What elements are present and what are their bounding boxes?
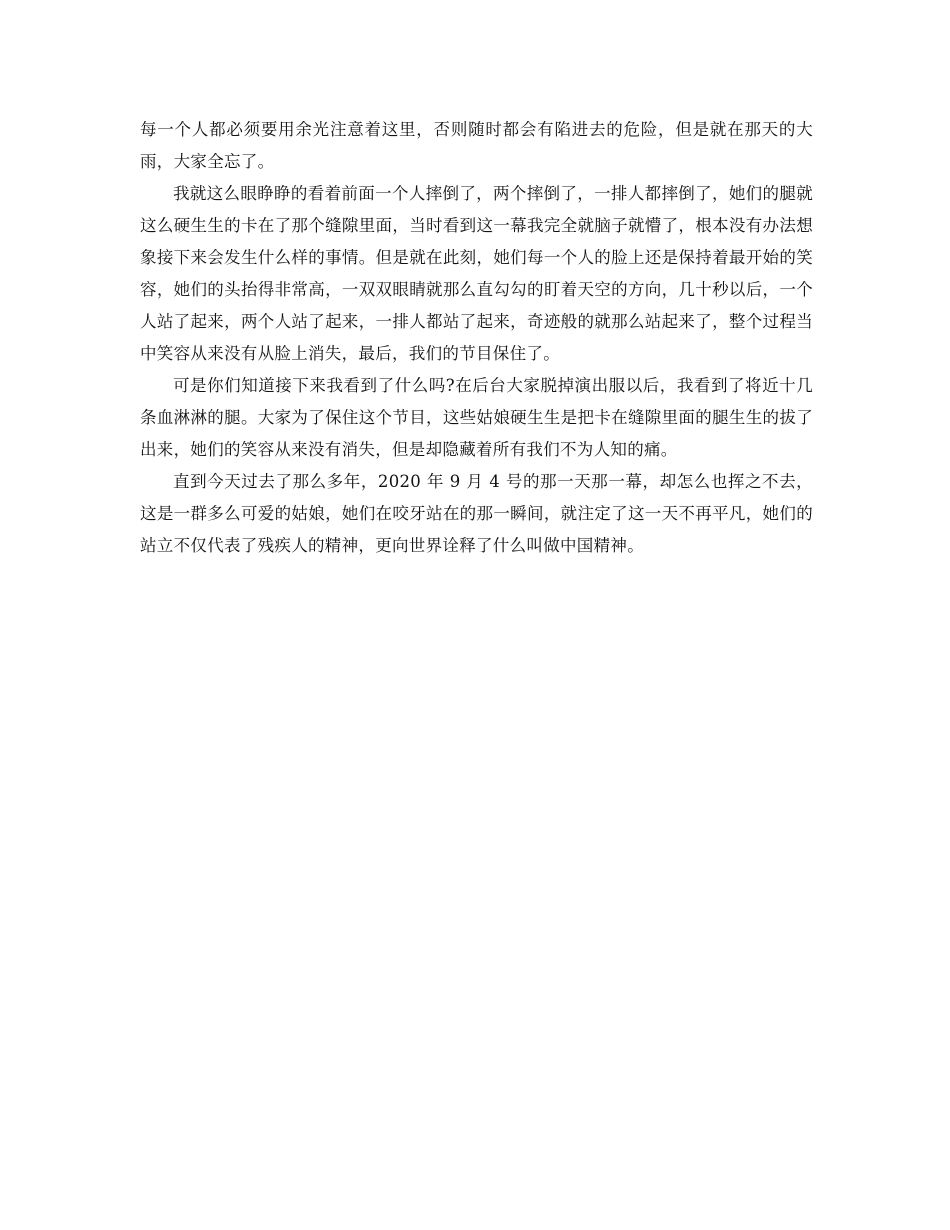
paragraph: 可是你们知道接下来我看到了什么吗?在后台大家脱掉演出服以后，我看到了将近十几条血淋淋的腿。大家为了保住这个节目，这些姑娘硬生生是把卡在缝隙里面的腿生生的拔了出来，她们的笑容从来没有消失，但是却隐藏着所有我们不为人知的痛。 bbox=[140, 376, 813, 459]
paragraph: 我就这么眼睁睁的看着前面一个人摔倒了，两个摔倒了，一排人都摔倒了，她们的腿就这么硬生生的卡在了那个缝隙里面，当时看到这一幕我完全就脑子就懵了，根本没有办法想象接下来会发生什么样的事情。但是就在此刻，她们每一个人的脸上还是保持着最开始的笑容，她们的头抬得非常高，一双双眼睛就那么直勾勾的盯着天空的方向，几十秒以后，一个人站了起来，两个人站了起来，一排人都站了起来，奇迹般的就那么站起来了，整个过程当中笑容从来没有从脸上消失，最后，我们的节目保住了。 bbox=[140, 184, 813, 363]
document-body bbox=[140, 114, 813, 562]
paragraph: 直到今天过去了那么多年，2020 年 9 月 4 号的那一天那一幕，却怎么也挥之不去，这是一群多么可爱的姑娘，她们在咬牙站在的那一瞬间，就注定了这一天不再平凡，她们的站立不仅代表了残疾人的精神，更向世界诠释了什么叫做中国精神。 bbox=[140, 472, 813, 555]
paragraph-continuation: 每一个人都必须要用余光注意着这里，否则随时都会有陷进去的危险，但是就在那天的大雨，大家全忘了。 bbox=[140, 120, 813, 171]
